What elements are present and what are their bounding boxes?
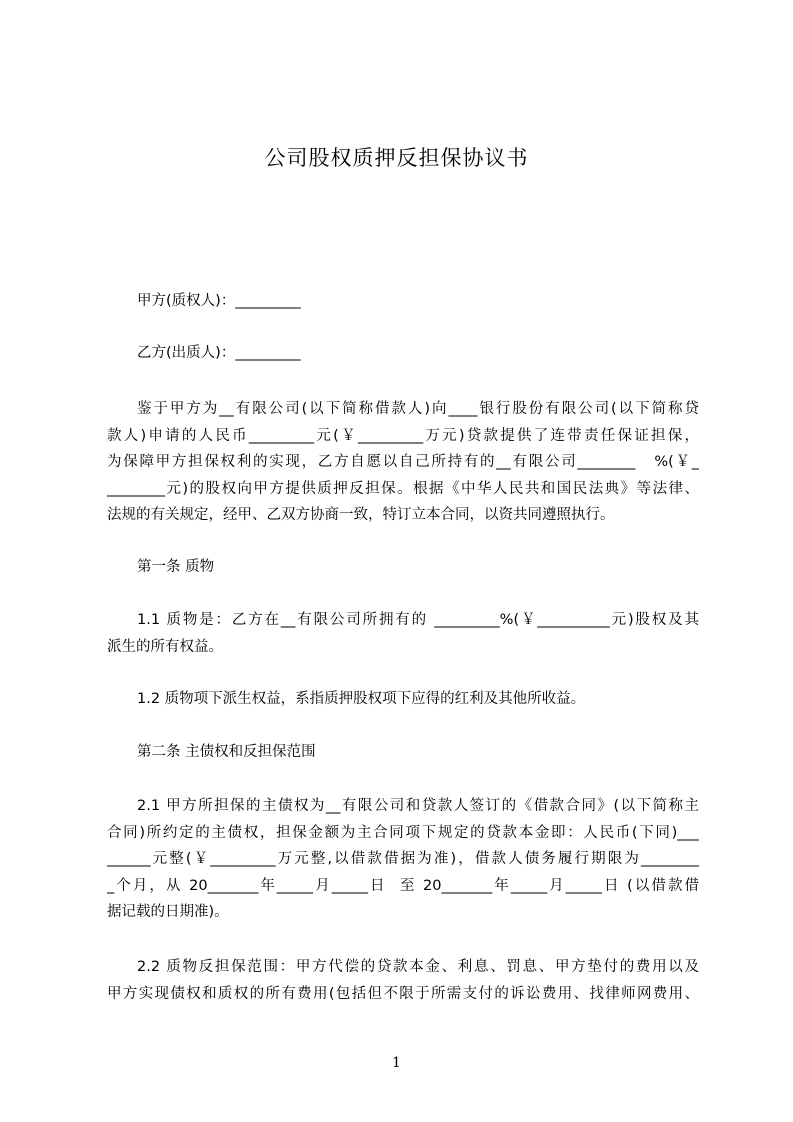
party-b: 乙方(出质人)：_________ [137, 345, 301, 361]
text-line: 1.2 质物项下派生权益，系指质押股权项下应得的红利及其他所收益。 [137, 691, 586, 707]
text-line: 派生的所有权益。 [107, 638, 223, 655]
text-line: 甲方实现债权和质权的所有费用(包括但不限于所需支付的诉讼费用、找律师网费用、 [107, 985, 699, 1002]
preamble-paragraph [107, 396, 699, 529]
text-line: 合同)所约定的主债权，担保金额为主合同项下规定的贷款本金即：人民币(下同)___ [107, 824, 699, 841]
clause-2-1 [107, 793, 699, 926]
clause-2-2 [107, 954, 699, 1007]
text-line: 2.2 质物反担保范围：甲方代偿的贷款本金、利息、罚息、甲方垫付的费用以及 [137, 959, 699, 975]
text-line: 鉴于甲方为__有限公司(以下简称借款人)向____银行股份有限公司(以下简称贷 [137, 401, 699, 417]
party-a: 甲方(质权人)：_________ [137, 293, 301, 309]
text-line: 为保障甲方担保权利的实现，乙方自愿以自己所持有的__有限公司________ %(￥_ [107, 454, 699, 470]
article-1-heading-block [107, 554, 699, 581]
text-line: 法规的有关规定，经甲、乙双方协商一致，特订立本合同，以资共同遵照执行。 [107, 507, 615, 523]
text-line: 据记载的日期准)。 [107, 904, 229, 920]
text-line: 款人)申请的人民币_________元(￥_________万元)贷款提供了连带责任保证担保， [107, 427, 699, 444]
article-2-heading-block [107, 739, 699, 766]
clause-1-1 [107, 607, 699, 660]
document-title: 公司股权质押反担保协议书 [264, 146, 529, 170]
article-2-heading: 第二条 主债权和反担保范围 [137, 744, 316, 760]
clause-1-2 [107, 686, 699, 713]
text-line: ______元整(￥_________万元整,以借款借据为准)，借款人债务履行期限为________ [107, 851, 699, 867]
text-line: _个月，从 20_______年_____月_____日 至 20_______年_____月_____日 (以借款借 [107, 877, 699, 894]
article-1-heading: 第一条 质物 [137, 559, 215, 575]
party-b-line [107, 340, 699, 367]
page-number: 1 [392, 1055, 401, 1071]
text-line: 2.1 甲方所担保的主债权为__有限公司和贷款人签订的《借款合同》(以下简称主 [137, 798, 699, 814]
text-line: ________元)的股权向甲方提供质押反担保。根据《中华人民共和国民法典》等法律、 [107, 480, 699, 497]
text-line: 1.1 质物是：乙方在__有限公司所拥有的 _________%(￥__________元)股权及其 [137, 612, 699, 628]
party-a-line [107, 288, 699, 315]
